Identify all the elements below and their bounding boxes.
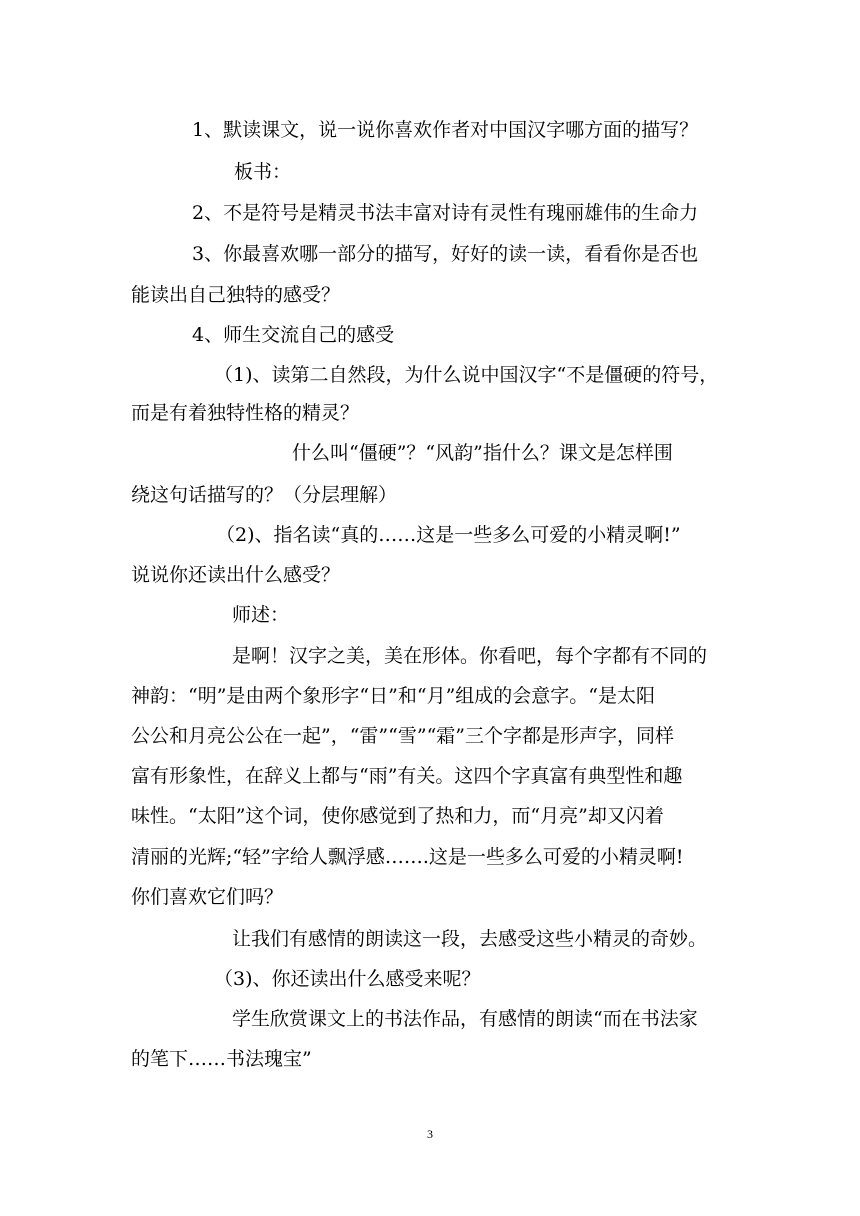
text-line-2: 板书： (234, 161, 292, 183)
text-line-1: 1、默读课文，说一说你喜欢作者对中国汉字哪方面的描写？ (192, 119, 699, 141)
text-line-9: 什么叫“僵硬”？“风韵”指什么？课文是怎样围 (292, 442, 673, 464)
text-line-14: 是啊！汉字之美，美在形体。你看吧，每个字都有不同的 (232, 645, 708, 667)
text-line-17: 富有形象性，在辞义上都与“雨”有关。这四个字真富有典型性和趣 (131, 765, 683, 787)
text-line-11: （2)、指名读“真的……这是一些多么可爱的小精灵啊!” (216, 524, 681, 546)
text-line-24: 的笔下……书法瑰宝” (131, 1048, 312, 1070)
text-line-16: 公公和月亮公公在一起”，“雷”“雪”“霜”三个字都是形声字，同样 (131, 725, 674, 747)
text-line-13: 师述： (232, 604, 290, 626)
text-line-21: 让我们有感情的朗读这一段，去感受这些小精灵的奇妙。 (232, 928, 708, 950)
text-line-15: 神韵：“明”是由两个象形字“日”和“月”组成的会意字。“是太阳 (131, 685, 655, 707)
text-line-22: （3)、你还读出什么感受来呢？ (214, 968, 481, 990)
text-line-5: 能读出自己独特的感受？ (131, 284, 341, 306)
text-line-10: 绕这句话描写的？（分层理解） (131, 484, 398, 506)
text-line-23: 学生欣赏课文上的书法作品，有感情的朗读“而在书法家 (232, 1008, 698, 1030)
text-line-19: 清丽的光辉;“轻”字给人飘浮感…….这是一些多么可爱的小精灵啊! (131, 846, 684, 868)
text-line-20: 你们喜欢它们吗？ (131, 886, 284, 908)
text-line-3: 2、不是符号是精灵书法丰富对诗有灵性有瑰丽雄伟的生命力 (192, 202, 699, 224)
text-line-8: 而是有着独特性格的精灵？ (131, 402, 360, 424)
text-line-4: 3、你最喜欢哪一部分的描写，好好的读一读，看看你是否也 (192, 243, 699, 265)
page-number: 3 (427, 1127, 433, 1141)
text-line-18: 味性。“太阳”这个词，使你感觉到了热和力，而“月亮”却又闪着 (131, 805, 664, 827)
text-line-7: （1)、读第二自然段，为什么说中国汉字“不是僵硬的符号， (214, 364, 719, 386)
text-line-12: 说说你还读出什么感受？ (131, 564, 341, 586)
text-line-6: 4、师生交流自己的感受 (192, 324, 395, 346)
